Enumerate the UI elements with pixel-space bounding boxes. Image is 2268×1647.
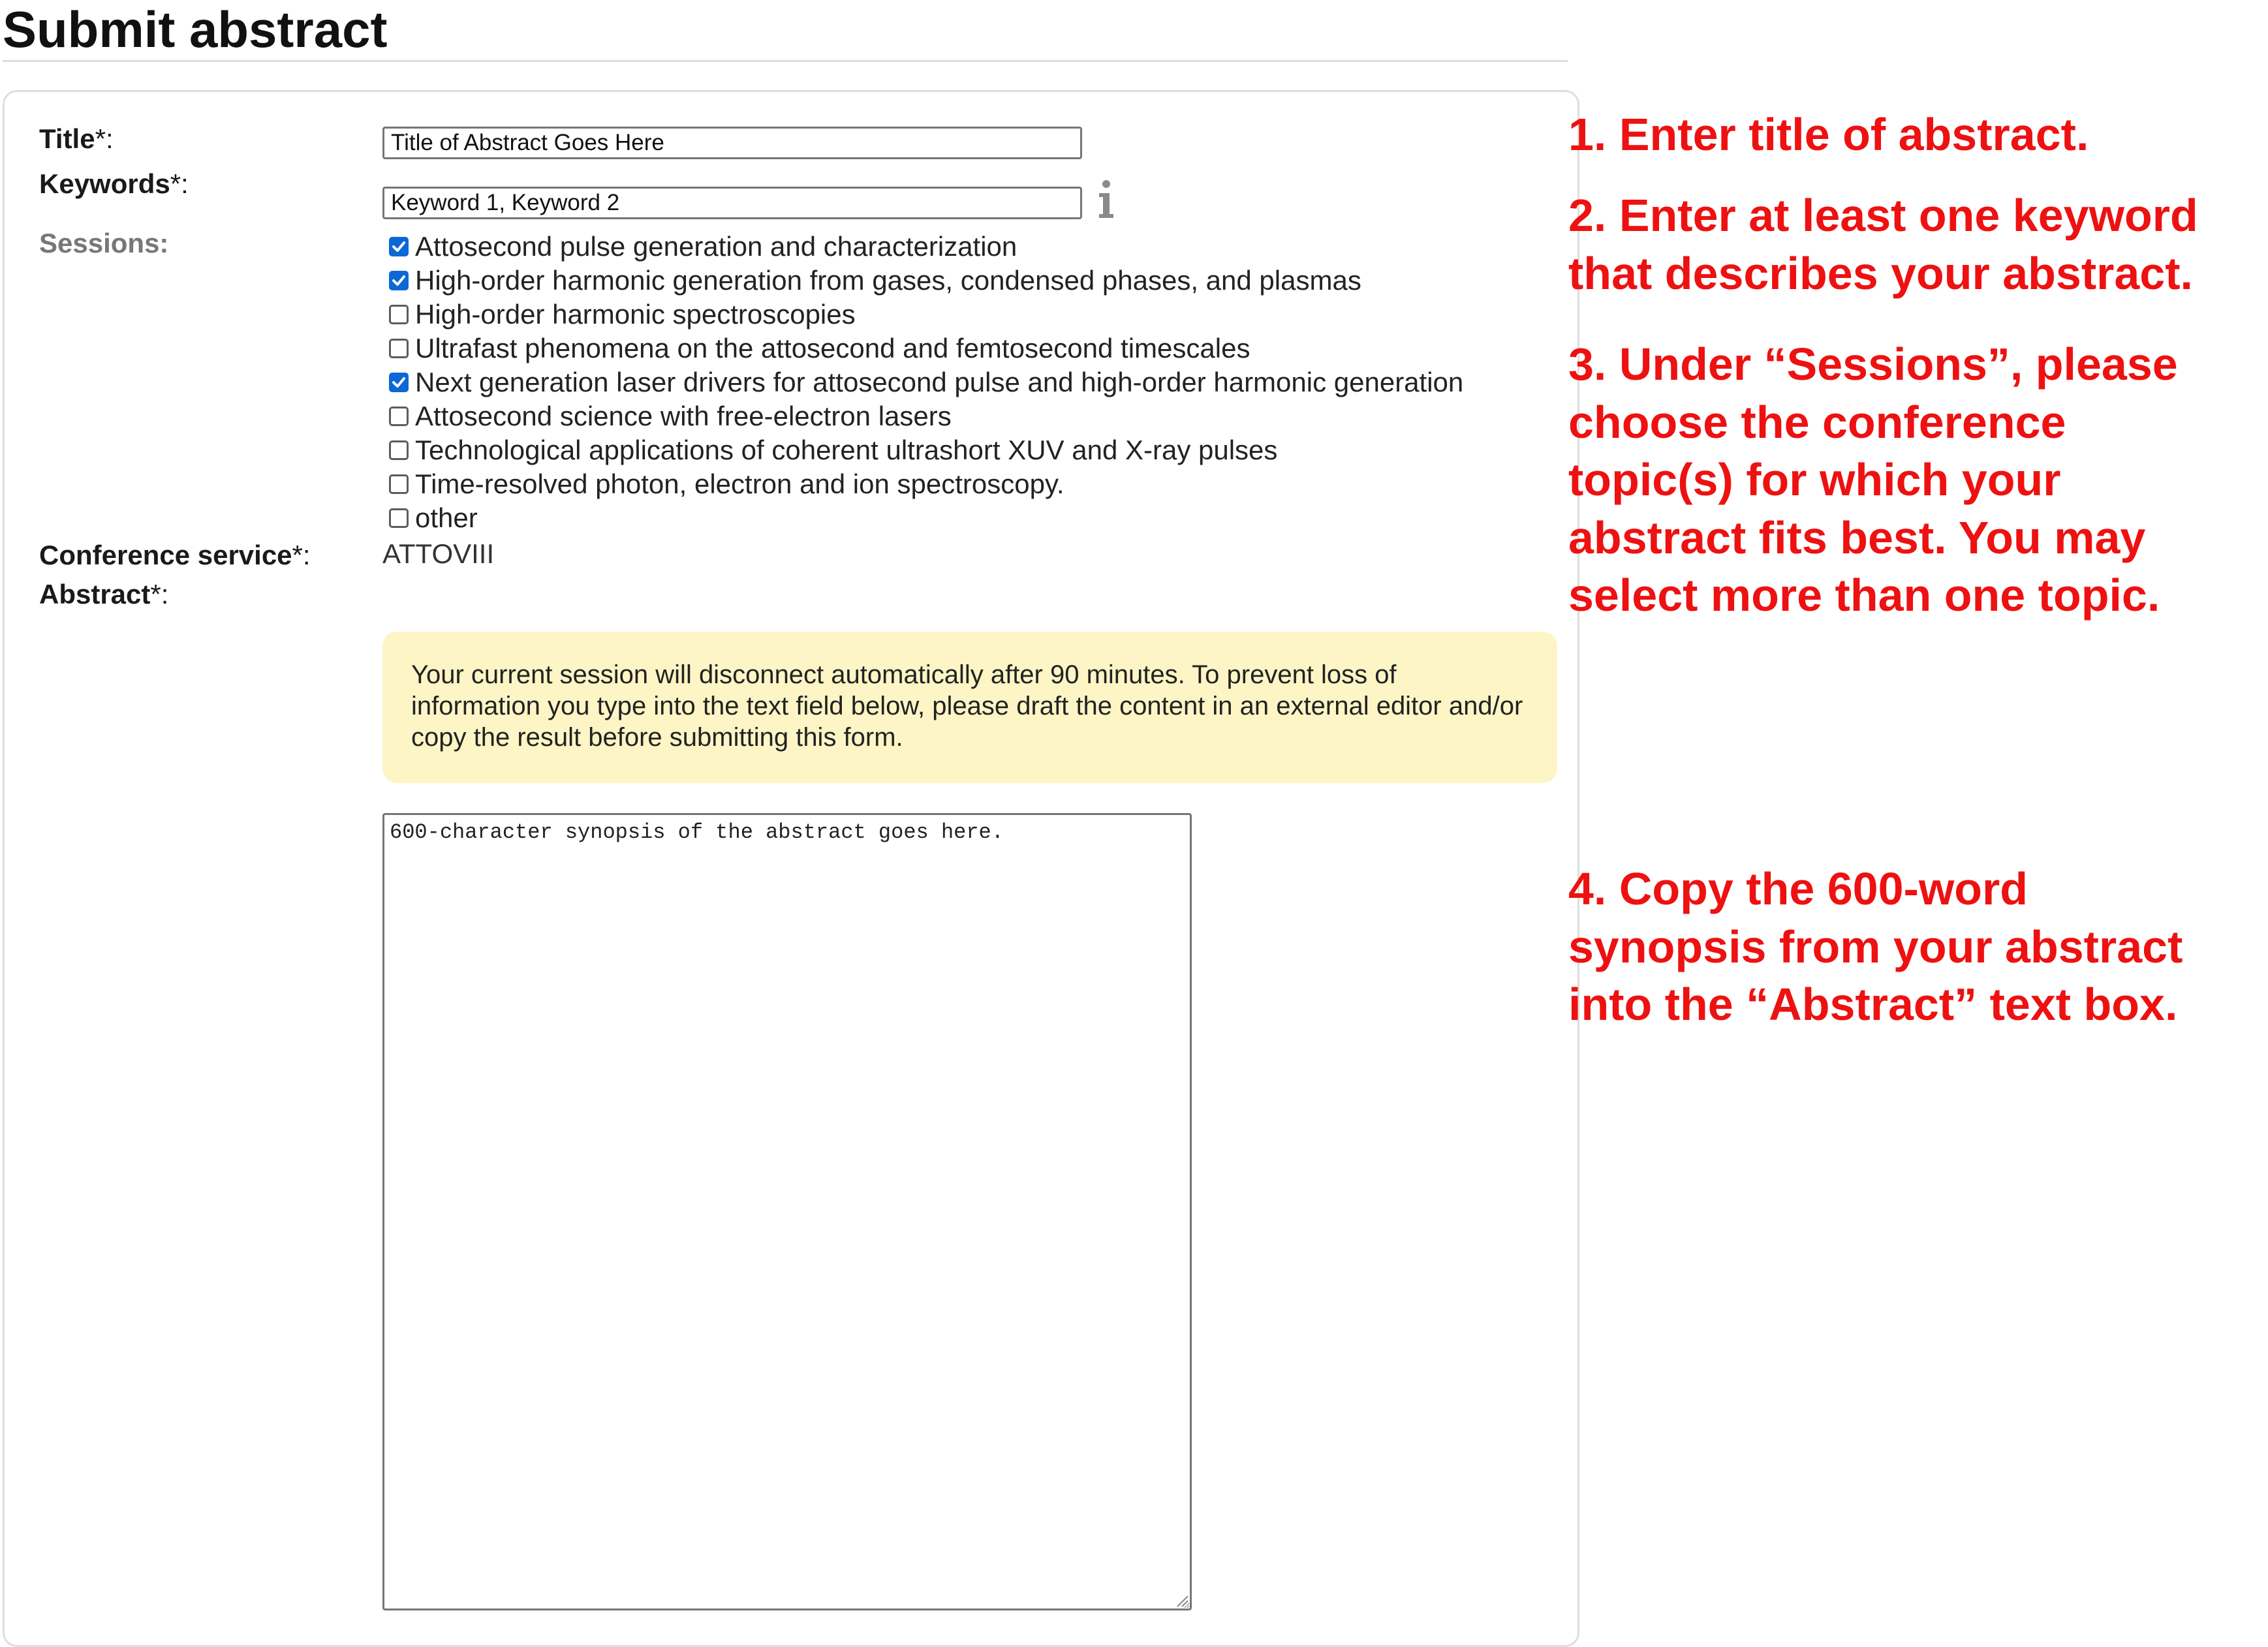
session-checkbox[interactable] [389, 508, 409, 528]
instruction-step-4-line: into the “Abstract” text box. [1568, 979, 2178, 1030]
resize-grip-icon[interactable] [1175, 1593, 1189, 1608]
instruction-step-3-line: abstract fits best. You may [1568, 512, 2146, 563]
instruction-step-4-line: synopsis from your abstract [1568, 921, 2183, 972]
keywords-required-marker: *: [170, 168, 189, 199]
session-option[interactable] [389, 298, 1463, 331]
keywords-input[interactable] [382, 187, 1082, 219]
conference-service-required-marker: *: [292, 540, 311, 570]
session-checkbox-checked[interactable] [389, 373, 409, 392]
session-option[interactable] [389, 331, 1463, 365]
session-option-label: Technological applications of coherent ultrashort XUV and X-ray pulses [415, 435, 1278, 465]
abstract-textarea[interactable] [382, 813, 1192, 1610]
instruction-step-3-line: choose the conference [1568, 396, 2066, 448]
instruction-step-4-line: 4. Copy the 600-word [1568, 863, 2028, 914]
instruction-step-3-line: 3. Under “Sessions”, please [1568, 339, 2178, 390]
session-checkbox[interactable] [389, 474, 409, 494]
session-option-label: other [415, 502, 478, 533]
instruction-step-3 [1568, 335, 2178, 624]
sessions-label: Sessions: [39, 228, 169, 258]
instruction-step-3-line: select more than one topic. [1568, 570, 2160, 621]
keywords-label [39, 168, 189, 200]
session-option[interactable] [389, 501, 1463, 535]
session-option[interactable] [389, 433, 1463, 467]
session-option-label: High-order harmonic spectroscopies [415, 299, 856, 330]
sessions-checkbox-list [389, 230, 1463, 535]
instruction-step-1-line: 1. Enter title of abstract. [1568, 109, 2089, 160]
session-option[interactable] [389, 264, 1463, 298]
session-checkbox[interactable] [389, 339, 409, 358]
session-checkbox[interactable] [389, 305, 409, 324]
conference-service-value: ATTOVIII [382, 538, 495, 569]
session-option-label: Time-resolved photon, electron and ion spectroscopy. [415, 469, 1064, 499]
title-divider [3, 60, 1568, 62]
session-option-label: Ultrafast phenomena on the attosecond and femtosecond timescales [415, 333, 1251, 363]
session-option[interactable] [389, 467, 1463, 501]
conference-service-label-text: Conference service [39, 540, 292, 570]
session-timeout-notice: Your current session will disconnect automatically after 90 minutes. To prevent loss of information you type into the text field below, please draft the content in an external editor and/or copy the result before submitting this form. [382, 632, 1557, 783]
session-checkbox-checked[interactable] [389, 237, 409, 256]
instruction-step-3-line: topic(s) for which your [1568, 454, 2061, 505]
title-label [39, 123, 114, 155]
instruction-step-4 [1568, 860, 2183, 1034]
page-title: Submit abstract [3, 1, 388, 58]
abstract-label [39, 578, 168, 611]
session-checkbox[interactable] [389, 440, 409, 460]
instruction-step-2-line: 2. Enter at least one keyword [1568, 190, 2198, 241]
session-option[interactable] [389, 399, 1463, 433]
instruction-step-1 [1568, 106, 2089, 164]
session-option-label: Attosecond pulse generation and characterization [415, 231, 1017, 262]
session-option-label: High-order harmonic generation from gases, condensed phases, and plasmas [415, 265, 1361, 296]
conference-service-label [39, 539, 311, 572]
session-checkbox[interactable] [389, 407, 409, 426]
title-required-marker: *: [95, 123, 114, 154]
abstract-required-marker: *: [150, 579, 169, 609]
info-icon[interactable] [1095, 179, 1117, 221]
title-label-text: Title [39, 123, 95, 154]
abstract-label-text: Abstract [39, 579, 151, 609]
instruction-step-2-line: that describes your abstract. [1568, 247, 2193, 299]
session-option[interactable] [389, 230, 1463, 264]
instruction-step-2 [1568, 187, 2198, 302]
session-option[interactable] [389, 365, 1463, 399]
session-checkbox-checked[interactable] [389, 271, 409, 290]
session-option-label: Attosecond science with free-electron lasers [415, 401, 952, 431]
session-option-label: Next generation laser drivers for attosecond pulse and high-order harmonic generation [415, 367, 1464, 397]
title-input[interactable] [382, 127, 1082, 159]
keywords-label-text: Keywords [39, 168, 170, 199]
